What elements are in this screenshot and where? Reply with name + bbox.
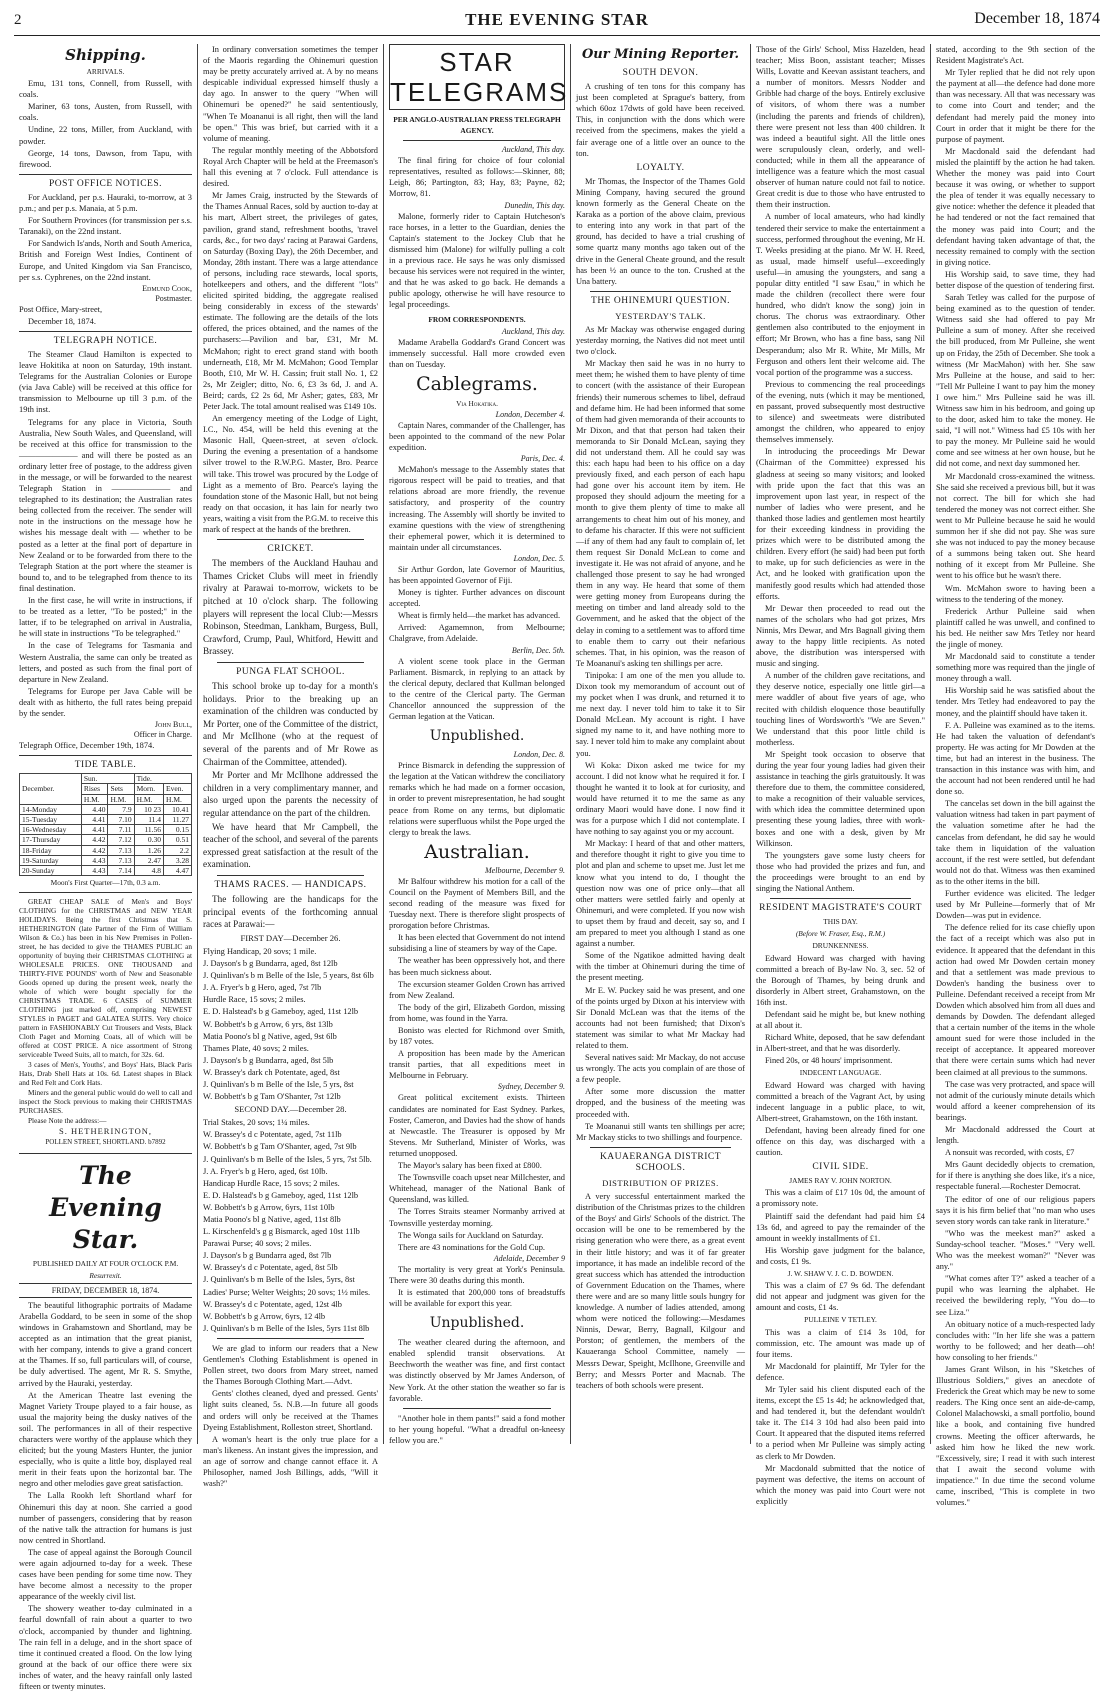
post-office-address: Post Office, Mary-street, xyxy=(19,304,103,314)
newspaper-title: THE EVENING STAR xyxy=(465,10,649,29)
via-line: Via Hokatika. xyxy=(456,398,498,408)
tide-cell: 7.10 xyxy=(108,815,134,825)
race-entry: J. A. Fryer's b g Hero, aged, 7st 7lb xyxy=(203,983,322,993)
tide-row xyxy=(20,866,192,876)
court-para: Defendant, having been already fined for one offence on this day, was discharged with a caution. xyxy=(756,1125,925,1158)
telegraph-para: Telegrams for any place in Victoria, South Australia, New South Wales, and Queensland, will be received at this office for transmission to the ——————— and will there be posted as an ordinary letter free of postage, to the address given in the message, or will be forwarded to the nearest Telegraph Station in ——————— and telegraphed to its destination; the Australian rates being collected from the receiver. The sender will note in the instructions on the message how he wishes his message dealt with — whether to be posted as a letter at the final port of departure in New Zealand or to be forwarded from there to the Telegraph Station at the port where the steamer is bound to, and to be telegraphed from thence to its final destination. xyxy=(19,417,192,593)
column-5 xyxy=(750,44,930,1506)
races-heading: THAMS RACES. — HANDICAPS. xyxy=(214,879,367,890)
tide-table-heading: TIDE TABLE. xyxy=(74,760,137,771)
tide-cell: 4.42 xyxy=(81,845,108,855)
advertiser-street: POLLEN STREET, SHORTLAND. xyxy=(45,1138,147,1147)
divider xyxy=(217,1338,364,1339)
court-day: THIS DAY. xyxy=(823,917,858,927)
tide-col-header: Sun. xyxy=(81,774,134,784)
telegraph-heading: TELEGRAPH NOTICE. xyxy=(53,335,158,346)
tide-cell: 10.41 xyxy=(164,804,192,814)
court-para: The case was very protracted, and space will not admit of the curiously minute details which would afford a keener comprehension of its bearings. xyxy=(936,1079,1095,1122)
dispatch-text: A proposition has been made by the American transit parties, that all expeditions meet in Melbourne in February. xyxy=(389,1049,565,1081)
dispatch-text: It is estimated that 200,000 tons of breadstuffs will be available for export this year. xyxy=(389,1287,565,1309)
schools-para: A number of the children gave recitations, and they deserve notice, especially one little girl—a mere waddler of about five years of age, who recited with childish eloquence those beautifully touching lines of Wordsworth's "We are Seven." We understand that this poor little child is motherless. xyxy=(756,671,925,747)
punga-heading: PUNGA FLAT SCHOOL. xyxy=(236,666,345,677)
tide-header-row xyxy=(20,774,192,784)
race-entry: E. D. Halstead's b g Gameboy, aged, 11st 12lb xyxy=(203,1007,359,1017)
ohinemuri-para: Some of the Ngatikoe admitted having dealt with the timber at Ohinemuri during the time of the present meeting. xyxy=(576,951,745,983)
tide-cell: 7.12 xyxy=(108,835,134,845)
tide-cell: 4.43 xyxy=(81,855,108,865)
dispatch-text: The Torres Straits steamer Normanby arrived at Townsville yesterday morning. xyxy=(389,1207,565,1228)
court-para: Sarah Tetley was called for the purpose of being examined as to the question of tender. Witness said she had offered to pay Mr Pulleine a sum of money. After she received the bill produced, from Mr Pulleine, she went up on Friday, the 25th of December. She took a witness (Mr MacMahon) with her. She saw Mrs Pulleine at the house, and said to her: "Tell Mr Pulleine I want to pay him the money I owe him." Mrs Pulleine said he was ill. Witness saw him in his bedroom, and going up to the door, asked him to take the money. He said, "I will not." Witness had £5 10s with her to pay the money. Mr Pulleine said he would come and see witness at her own house, but he did not come, and next day summoned her. xyxy=(936,293,1095,469)
court-para: stated, according to the 9th section of the Resident Magistrate's Act. xyxy=(936,45,1095,66)
race-event: Handicap Hurdle Race, 15 sovs; 2 miles. xyxy=(203,1178,340,1188)
tide-body xyxy=(20,804,192,875)
divider xyxy=(19,331,192,332)
unpublished-heading: Unpublished. xyxy=(429,1315,525,1332)
leader-para: The case of appeal against the Borough Council were again adjourned to-day for a week. These cases have been pending for some time now. They have become almost a necessity to the proper appearance of the weekly civil list. xyxy=(19,1547,192,1602)
shipping-heading: Shipping. xyxy=(65,46,146,64)
ohinemuri-subheading: YESTERDAY'S TALK. xyxy=(615,310,706,321)
header-ornament: 2 xyxy=(14,12,22,28)
clothing-advert: GREAT CHEAP SALE of Men's and Boys' CLOTHING for the CHRISTMAS and NEW YEAR HOLIDAYS. Being the first Christmas that S. HETHERINGTON (late Partner of the Firm of William Wilson & Co.) has been in his New Premises in Pollen-street, he has decided to give the THAMES PUBLIC an opportunity of buying their CHRISTMAS CLOTHING at WHOLESALE PRICES. ONE THOUSAND and THIRTY-FIVE POUNDS' worth of New and Seasonable Goods opened up during the present week, nearly the whole of which were bought specially for the CHRISTMAS TRADE. 6 CASES of SUMMER CLOTHING just marked off, comprising NEWEST STYLES in PAGET and GALATEA SUITS. Very choice pattern in FASHIONABLY Cut Trousers and Vests, Black Cloth Paget and Morning Coats, all of which will be offered at COST PRICE. A nice assortment of Strong serviceable Tweed Suits, all to match, for 32s. 6d. xyxy=(19,897,192,1060)
publication-notice: PUBLISHED DAILY AT FOUR O'CLOCK P.M. xyxy=(32,1258,179,1268)
court-para: Mr Macdonald cross-examined the witness. She said she received a previous bill, but it was not correct. The bill for which she had tendered the money was not correct either. She went to Mr Pulleine because he said he would summon her if she did not pay. She was sure she was not induced to pay the money because of a summons being taken out. She heard nothing of it except from Mr Pulleine. She went to his office but he wasn't there. xyxy=(936,471,1095,581)
dispatch-place: London, Dec. 5. xyxy=(513,553,565,563)
dispatch-place: London, Dec. 8. xyxy=(513,750,565,760)
court-para: Edward Howard was charged with having committed a breach of By-law No. 3, sec. 52 of the Borough of Thames, by being drunk and disorderly in Albert street, Grahamstown, on the 16th inst. xyxy=(756,953,925,1007)
divider xyxy=(19,1153,192,1154)
schools-heading: KAUAERANGA DISTRICT SCHOOLS. xyxy=(599,1151,722,1173)
court-para: Wm. McMahon swore to having been a witness to the tendering of the money. xyxy=(936,583,1095,604)
schools-para: Those of the Girls' School, Miss Hazelden, head teacher; Miss Boon, assistant teacher; Misses Wills, Lovatte and Keevan assistant teachers, and a number of monitors. Messrs Nodder and Gribble had charge of the boys. Entirely exclusive of visitors, of whom there was a number (including the parents and friends of children), there were present not less than 400 children. It was indeed a beautiful sight. All the little ones were scrupulously clean, orderly, and well-conducted; while in them all the appearance of intelligence was a feature which the most casual observer of human nature could not fail to notice. Great credit is due to those who have entrusted to them their instruction. xyxy=(756,45,925,210)
race-entry: J. Quinlivan's b m Belle of the Isles, 5yrs, 8st xyxy=(203,1275,355,1285)
race-entry: W. Bobbett's b g Arrow, 6yrs, 11st 10lb xyxy=(203,1202,335,1212)
court-para: His Worship gave judgment for the balance, and costs, £1 9s. xyxy=(756,1245,925,1266)
page-header xyxy=(14,10,1100,36)
dispatch-place: Adelaide, December 9 xyxy=(493,1253,565,1263)
tide-cell: 3.28 xyxy=(164,855,192,865)
ad-para: Gents' clothes cleaned, dyed and pressed. Gents' light suits cleaned, 5s. N.B.—In future all goods and orders will only be received at the Thames Dyeing Establishment, Rolleston street, Shortland. xyxy=(203,1389,378,1432)
tide-cell: 7.9 xyxy=(108,804,134,814)
tide-col-header: Tide. xyxy=(134,774,191,784)
tide-cell: 4.40 xyxy=(81,804,108,814)
schools-para: Mr Dewar then proceeded to read out the names of the scholars who had got prizes, Mrs Ninnis, Mrs Dewar, and Mrs Bagnall giving them away to the happy little recipients. As noted above, the distribution was interspersed with music and singing. xyxy=(756,603,925,669)
race-entry: W. Bobbett's b g Tam O'Shanter, aged, 7st 9lb xyxy=(203,1142,357,1152)
race-entry: J. Quinlivan's b m Belle of the Isle, 5 yrs, 8st xyxy=(203,1079,354,1089)
post-office-date: December 18, 1874. xyxy=(28,316,96,326)
clothing-advert-address-label: Please Note the address:— xyxy=(28,1116,107,1126)
advertiser-name: S. HETHERINGTON, xyxy=(58,1126,153,1137)
race-entry: J. Quinlivan's b m Belle of the Isles, 5yrs 11st 8lb xyxy=(203,1323,370,1333)
ohinemuri-para: As Mr Mackay was otherwise engaged during yesterday morning, the Natives did not meet until two o'clock. xyxy=(576,324,745,357)
divider xyxy=(770,898,911,899)
court-continuation xyxy=(936,44,1095,1508)
tide-row xyxy=(20,845,192,855)
clothing-advert-hats: 3 cases of Men's, Youths', and Boys' Hats, Black Paris Hats, Drab Shell Hats at 10s. 6d. Latest shapes in Black and Red Felt and Cork Hats. xyxy=(19,1060,192,1088)
dispatch-text: Money is tighter. Further advances on discount accepted. xyxy=(389,588,565,609)
race-entry: W. Brassey's d c Potentate, aged, 7st 11lb xyxy=(203,1130,342,1140)
tide-col-header: Rises xyxy=(81,784,108,794)
indecent-language-heading: INDECENT LANGUAGE. xyxy=(799,1068,882,1078)
masthead: The Evening Star. xyxy=(49,1160,162,1254)
column-4 xyxy=(570,44,750,1444)
court-para: His Worship said, to save time, they had better dispose of the question of tendering first. xyxy=(936,269,1095,290)
ohinemuri-para: Mr E. W. Puckey said he was present, and one of the points urged by Dixon at his interview with Sir Donald McLean was that the items of the accounts had not been furnished; that Dixon's statement was similar to what Mr Mackay had related to them. xyxy=(576,985,745,1050)
tide-cell: 1.26 xyxy=(134,845,163,855)
tide-unit: H.M. xyxy=(108,794,134,804)
court-para: Fined 20s, or 48 hours' imprisonment. xyxy=(765,1056,893,1066)
tide-col-header: Sets xyxy=(108,784,134,794)
race-entry: L. Kirschenfeld's g g Bismarck, aged 10st 11lb xyxy=(203,1227,360,1237)
correspondents-heading: FROM CORRESPONDENTS. xyxy=(428,315,526,325)
telegraph-para: In the first case, he will write in instructions, if to be treated as a letter, "To be posted;" in the latter, if to be telegraphed on arrival in Australia, he will state in instructions "To be telegraphed." xyxy=(19,596,192,639)
divider xyxy=(590,291,731,292)
tide-cell: 4.8 xyxy=(134,866,163,876)
tide-cell: 7.13 xyxy=(108,845,134,855)
race-entry: J. Dayson's b g Bundarra, aged, 8st 5lb xyxy=(203,1055,334,1065)
tide-cell: 14-Monday xyxy=(20,804,82,814)
race-event: Ladies' Purse; Welter Weights; 20 sovs; 1½ miles. xyxy=(203,1287,371,1297)
schools-para: Mr Speight took occasion to observe that during the year four young ladies had given their assistance in teaching the girls gratuitously. It was therefore due to them, the committee considered, to make a recognition of their valuable services, with which idea the committee determined upon presenting these young ladies, three with work-boxes and one with a desk, given by Mr Wilkinson. xyxy=(756,749,925,848)
dispatch-place: Berlin, Dec. 5th. xyxy=(511,645,565,655)
court-para: Richard White, deposed, that he saw defendant in Albert-street, and that he was disorderly. xyxy=(756,1033,925,1054)
column-2 xyxy=(197,44,383,1489)
court-para: Frederick Arthur Pulleine said when plaintiff called he was unwell, and confined to his bed. He neither saw Mrs Tetley nor heard the jingle of money. xyxy=(936,606,1095,649)
schools-text: A very successful entertainment marked the distribution of the Christmas prizes to the children of the Boys' and Girls' Schools of the district. The occasion will be one to be remembered by the rising generation who were there, as a great event in their little history; and was it of far greater importance, it has made an indelible record of the great success which has attended the introduction of Government Education on the Thames, where there were and are so many little souls hungry for knowledge. A number of ladies attended, among whom were noticed the following:—Mesdames Ninnis, Dewar, Berry, Bagnall, Kilgour and Porston; of gentlemen, the members of the Kauaeranga School Committee, namely — Messrs Dewar, Speight, McIlhone, Greenville and Berry; and Messrs Porter and Macnab. The teachers of both schools were present. xyxy=(576,1192,745,1390)
tide-cell: 19-Saturday xyxy=(20,855,82,865)
column-1 xyxy=(14,44,197,1692)
tide-cell: 11.4 xyxy=(134,815,163,825)
post-office-heading: POST OFFICE NOTICES. xyxy=(48,178,163,189)
race-entry: W. Bobbett's b g Tam O'Shanter, 7st 12lb xyxy=(203,1092,341,1102)
punga-para: Mr Porter and Mr McIlhone addressed the children in a very complimentary manner, and also urged upon the parents the necessity of regular attendance on the part of the children. xyxy=(203,770,378,818)
tide-col-header: Morn. xyxy=(134,784,163,794)
loyalty-heading: LOYALTY. xyxy=(636,162,685,173)
drunkenness-heading: DRUNKENNESS. xyxy=(812,941,869,951)
dispatch-text: Captain Nares, commander of the Challenger, has been appointed to the command of the new Polar expedition. xyxy=(389,420,565,453)
court-para: Edward Howard was charged with having committed a breach of the Vagrant Act, by using indecent language in a public place, to wit, Albert-street, Grahamstown, on the 16th instant. xyxy=(756,1080,925,1123)
dispatch-text: The Townsville coach upset near Millchester, and Whitehead, manager of the National Bank of Queensland, was killed. xyxy=(389,1173,565,1205)
ad-para: We are glad to inform our readers that a New Gentlemen's Clothing Establishment is opened in Pollen street, two doors from Mary street, named the Thames Borough Clothing Mart.—Advt. xyxy=(203,1343,378,1387)
court-para: Mr Tyler replied that he did not rely upon the payment at all—the defence had done more than was necessary. All that was necessary was to come into Court and tender; and the defendant had merely paid the money into Court in order that it might be there for the purpose of payment. xyxy=(936,68,1095,144)
unpublished-heading: Unpublished. xyxy=(429,728,525,745)
arrival-item: Undine, 22 tons, Miller, from Auckland, with powder. xyxy=(19,125,192,146)
schools-para: In introducing the proceedings Mr Dewar (Chairman of the Committee) expressed his gladness at seeing so many visitors; and looked with pride upon the fact that this was an improvement upon last year, in respect of the number of ladies who were present, and he thanked those ladies and gentlemen most heartily for their exceeding kindness in providing the prizes which were to be distributed among the children. Every effort (he said) had been put forth to make, up for such deficiencies as were in the Act, and he looked with gratification upon the manifestly good results which had attended those efforts. xyxy=(756,447,925,601)
cricket-text: The members of the Auckland Hauhau and Thames Cricket Clubs will meet in friendly rivalry at Parawai to-morrow, wickets to be pitched at 10 o'clock sharp. The following players will represent the local Club:—Messrs Robinson, Steedman, Lankham, Burgess, Bull, Crawford, Crump, Paul, Whitford, Hewitt and Brassey. xyxy=(203,558,378,657)
advertiser-address xyxy=(19,1137,192,1148)
tide-cell: 16-Wednesday xyxy=(20,825,82,835)
telegraph-date: Telegraph Office, December 19th, 1874. xyxy=(19,741,155,751)
dispatch-text: The Mayor's salary has been fixed at £800. xyxy=(398,1161,542,1171)
leader-para: The showery weather to-day culminated in a fearful downfall of rain about a quarter to two o'clock, accompanied by thunder and lightning. The rain fell in a deluge, and in the short space of time it continued created a flood. On the low lying ground at the back of our office there were six inches of water, and the heavy rainfall only lasted fifteen or twenty minutes. xyxy=(19,1604,192,1692)
arrival-item: Emu, 131 tons, Connell, from Russell, with coals. xyxy=(19,79,192,100)
tide-cell: 0.30 xyxy=(134,835,163,845)
tide-table xyxy=(19,773,192,876)
court-para: Further evidence was elicited. The ledger used by Mr Pulleine—formerly that of Mr Dowden—was put in evidence. xyxy=(936,889,1095,921)
tide-row xyxy=(20,855,192,865)
tide-unit: H.M. xyxy=(81,794,108,804)
divider xyxy=(217,875,364,876)
telegraph-para: In the case of Telegrams for Tasmania and Western Australia, the same can only be treated as letters, and posted as such from the final port of departure in New Zealand. xyxy=(19,641,192,684)
race-entry: E. D. Halstead's b g Gameboy, aged, 11st 12lb xyxy=(203,1190,359,1200)
races-intro: The following are the handicaps for the principal events of the forthcoming annual races at Parawai:— xyxy=(203,894,378,930)
star-telegrams-heading: STAR TELEGRAMS xyxy=(389,44,565,110)
tide-cell: 7.11 xyxy=(108,825,134,835)
race-entry: J. Dayson's b g Bundarra aged, 8st 7lb xyxy=(203,1251,332,1261)
advert-code: b7892 xyxy=(148,1138,166,1147)
race-event: Flying Handicap, 20 sovs; 1 mile. xyxy=(203,946,317,956)
dispatch-text: McMahon's message to the Assembly states that rigorous respect will be paid to treaties, and that relations abroad are more friendly, the revenue satisfactory, and prosperity of the country increasing. The Assembly will shortly be invited to examine questions with the view of strengthening their ephemeral power, which it is determined to maintain under all circumstances. xyxy=(389,465,565,552)
court-before: (Before W. Fraser, Esq., R.M.) xyxy=(795,929,886,939)
tide-cell: 17-Thursday xyxy=(20,835,82,845)
south-devon-heading: SOUTH DEVON. xyxy=(622,68,699,78)
arrivals-label: ARRIVALS. xyxy=(86,67,125,76)
punga-para: This school broke up to-day for a month's holidays. Prior to the breaking up an examination of the children was conducted by Mr Porter, one of the Committee of the district, and Mr McIlhone (who at the request of several of the parents and of Mr Rowe as Chairman of the Committee, attended). xyxy=(203,681,378,767)
dispatch-place: Auckland, This day. xyxy=(501,326,565,336)
race-entry: W. Bobbett's b g Arrow, 6yrs, 12 4lb xyxy=(203,1311,326,1321)
first-day-heading: FIRST DAY—December 26. xyxy=(240,932,341,943)
mining-text: A crushing of ten tons for this company has just been completed at Sprague's battery, from which 60oz 17dwts of gold have been received. This, in conjunction with the dons which were received from the specimens, makes the yield a fair average one of a little over an ounce to the ton. xyxy=(576,82,745,158)
court-para: The editor of one of our religious papers says it is his firm belief that "no man who uses seven story words can take rank in literature." xyxy=(936,1194,1095,1226)
court-para: This was a claim of £7 9s 6d. The defendant did not appear and judgment was given for the amount and costs, £1 4s. xyxy=(756,1281,925,1313)
tide-cell: 20-Sunday xyxy=(20,866,82,876)
arrival-item: George, 14 tons, Dawson, from Tapu, with firewood. xyxy=(19,148,192,169)
divider xyxy=(403,1408,551,1409)
tide-cell: 4.42 xyxy=(81,835,108,845)
race-entry: Matia Poono's bl g Native, aged, 9st 6lb xyxy=(203,1031,337,1041)
tide-cell: 4.41 xyxy=(81,815,108,825)
tide-row xyxy=(20,815,192,825)
race-entry: J. Quinlivan's b m Belle of the Isles, 5 yrs, 7st 5lb. xyxy=(203,1154,372,1164)
dispatch-place: Dunedin, This day. xyxy=(504,200,565,210)
dispatch-place: Sydney, December 9. xyxy=(497,1082,565,1092)
motto: Resurrexit. xyxy=(89,1270,122,1280)
dispatch-text: The body of the girl, Elizabeth Gordon, missing from home, was found in the Yarra. xyxy=(389,1002,565,1023)
race-entry: J. A. Fryer's b g Hero, aged, 6st 10lb. xyxy=(203,1166,328,1176)
column-3 xyxy=(383,44,570,1444)
joke-text: "Another hole in them pants!" said a fond mother to her young hopeful. "What a dreadful on-kneesy fellow you are." xyxy=(389,1413,565,1445)
leader-para: At the American Theatre last evening the Magnet Variety Troupe played to a fair house, as usual the majority being the dusky natives of the soil. The performances in all of their respective characters were worthy of the applause which they elicited; but the young Masters Hunter, the junior especially, who is quite a little boy, displayed real merit in their feats upon the horizontal bar. The negro and other melodies gave great satisfaction. xyxy=(19,1390,192,1489)
court-para: The defence relied for its case chiefly upon the fact of a receipt which was also put in evidence. It appeared that the defendant in this action had owed Mr Dowden certain money and that a settlement was made previous to Dowden's handing the business over to Pulleine. Defendant received a receipt from Mr Dowden which absolved him from all dues and demands by Dowden. The defendant alleged that a certain number of the items in the whole amount sued for were those included in the receipt of acceptance. It appeared moreover that there were certain sums which had never been claimed at all previous to the summons. xyxy=(936,923,1095,1077)
tide-row xyxy=(20,825,192,835)
divider xyxy=(217,539,364,540)
court-para: F. A. Pulleine was examined as to the items. He had taken the valuation of defendant's property. He was acting for Mr Dowden at the time, but had an interest in the business. The transaction in this instance was with him, and the account had not been rendered until he had done so. xyxy=(936,720,1095,797)
court-para: Mr Macdonald submitted that the notice of payment was defective, the items on account of which the money was paid into Court were not explicitly xyxy=(756,1463,925,1506)
dispatch-place: Melbourne, December 9. xyxy=(485,865,565,875)
tide-cell: 10 23 xyxy=(134,804,163,814)
schools-para: A number of local amateurs, who had kindly tendered their service to make the entertainment a success, performed throughout the evening, Mr H. T. Weeks presiding at the piano. Mr W. H. Reed, as usual, made himself useful—exceedingly useful—in amusing the youngsters, and sang a popular ditty entitled "I saw Esau," in which he made the children (recollect there were four hundred, who didn't know the song) join in chorus. The chorus was extraordinary. Other gentlemen also contributed to the enjoyment in effort; Mr Brown, who has a fine bass, sang Nil Desperandum; also Mr R. White, Mr Mills, Mr Ferguson and others lent their welcome aid. The vocal portion of the programme was a success. xyxy=(756,212,925,377)
court-para: A nonsuit was recorded, with costs, £7 xyxy=(945,1148,1075,1158)
court-para: Defendant said he might be, but knew nothing at all about it. xyxy=(756,1009,925,1031)
court-para: "Who was the meekest man?" asked a Sunday-school teacher. "Moses." "Very well. Who was the meekest woman?" "Never was any." xyxy=(936,1228,1095,1272)
tide-cell: 7.13 xyxy=(108,855,134,865)
punga-para: We have heard that Mr Campbell, the teacher of the school, and several of the parents expressed great satisfaction at the result of the examination. xyxy=(203,821,378,870)
tide-cell: 0.15 xyxy=(164,825,192,835)
ohinemuri-para: Mr Mackay then said he was in no hurry to meet them; he wished them to have plenty of time to concert (with the assistance of their European friends) their numerous schemes to libel, defraud and defame him. He had been informed that some of them had given memoranda of their accounts to Mr Dixon, and that that person had taken their memoranda to Sir Donald McLean, saying they did not understand them. All he could say was this: each hapu had been to his office on a day previously fixed, and each person of each hapu had gone over his account item by item. He proposed they should adjourn the meeting for a month to give them plenty of time to make all arrangements to cheat him out of his money, and to defame his character. If this were not sufficient—if any of them had any fault to complain of, let them request Sir Donald McLean to come and investigate it. He was not afraid of anyone, and he challenged those present to say he had wronged them in any way. He heard that some of them were getting money from Europeans during the meeting on timber and land already sold to the Government, and he asked that the object of the delay in coming to a settlement was to afford time to enable them to carry out their nefarious schemes. That, in his opinion, was the reason of Te Moananui's asking ten shillings per acre. xyxy=(576,359,745,668)
arrivals-list xyxy=(19,78,192,170)
court-heading: RESIDENT MAGISTRATE'S COURT xyxy=(759,903,922,914)
post-notice: For Auckland, per p.s. Hauraki, to-morrow, at 3 p.m.; and per p.s. Manaia, at 5 p.m. xyxy=(19,192,192,214)
news-para: An emergency meeting of the Lodge of Light, I.C., No. 454, will be held this evening at the Masonic Hall, Queen-street, at seven o'clock. During the evening a presentation of a handsome silver trowel to the R.W.P.G. Master, Bro. Pearce will take. This trowel was procured by the Lodge of Light as a memento of Bro. Pearce's laying the foundation stone of the Masonic Hall, but not being ready on that occasion, it has lain for nearly two years, waiting a visit from the P.G.M. to receive this mark of respect at the hands of the brethren. xyxy=(203,414,378,535)
tide-unit: H.M. xyxy=(164,794,192,804)
court-para: The cancelas set down in the bill against the valuation witness had taken in part payment of the valuation sometime after he had the cancelas from defendant, he did say he would take them in liquidation of the valuation account, if the rest were settled, but defendant would not do that. Witness was then examined as to the other items in the bill. xyxy=(936,799,1095,886)
telegraph-officer-title: Officer in Charge. xyxy=(133,730,192,740)
tide-cell: 2.47 xyxy=(134,855,163,865)
race-entry: J. Dayson's b g Bundarra, aged, 8st 12lb xyxy=(203,959,338,969)
tide-row xyxy=(20,804,192,814)
news-para: Mr James Craig, instructed by the Stewards of the Thames Annual Races, sold by auction to-day at his mart, Albert street, the privileges of gates, pavilion, grand stand, refreshment booths, 'travel cards, &c., for two days' racing at Parawai Gardens, on Saturday (Boxing Day), the 26th December, and Monday, 28th instant. There was a large attendance of persons, including race stewards, local sports, hotelkeepers and others, and the different "lots" elicited spirited bidding, the aggregate realised being considerably in excess of the stewards' estimate. The following are the details of the lots offered, the prices obtained, and the names of the purchasers:—Pavilion and bar, £31, Mr M. McMahon; right to erect grand stand with booth underneath, £18, Mr M. McMahon; Good Templar Booth, £10, Mr W. H. Cassin; fruit stall No. 1, £2 2s, Mr Zeigler; ditto, No. 6, £3 3s 6d, J. and A. Beird; cards, £2 2s 6d, Mr Asher; gates, £83, Mr Peter Jack. The total amount realised was £149 10s. xyxy=(203,191,378,411)
dispatch-place: London, December 4. xyxy=(495,409,565,419)
case-title: JAMES RAY V. JOHN NORTON. xyxy=(789,1176,892,1186)
race-event: Trial Stakes, 20 sovs; 1¼ miles. xyxy=(203,1118,310,1128)
ad-para: A woman's heart is the only true place for a man's likeness. An instant gives the impression, and an age of sorrow and change cannot efface it. A Philosopher, named Josh Billings, adds, "Will it wash?" xyxy=(203,1434,378,1489)
race-entry: Matia Poono's bl g Native, aged, 11st 8lb xyxy=(203,1215,341,1224)
civil-side-heading: CIVIL SIDE. xyxy=(812,1162,869,1173)
court-para: Mr Tyler said his client disputed each of the items, except the £5 1s 4d; he acknowledged that, and had tendered it, but the defendant wouldn't take it. The £14 3 10d had also been paid into Court. It appeared that the disputed items referred to a period when Mr Pulleine was simply acting as clerk to Mr Dowden. xyxy=(756,1384,925,1461)
dispatch-place: Auckland, This day. xyxy=(501,145,565,155)
dispatch-text: Madame Arabella Goddard's Grand Concert was immensely successful. Hall more crowded even than on Tuesday. xyxy=(389,337,565,369)
divider xyxy=(590,1147,731,1148)
mining-reporter-heading: Our Mining Reporter. xyxy=(581,47,740,62)
tide-cell: 0.51 xyxy=(164,835,192,845)
court-para: An obituary notice of a much-respected lady concludes with: "In her life she was a pattern worthy to be followed; and her death—oh! how consoling to her friends." xyxy=(936,1319,1095,1362)
second-day-heading: SECOND DAY.—December 28. xyxy=(234,1104,347,1115)
race-entry: W. Brassey's d c Potentate, aged, 8st 5lb xyxy=(203,1263,338,1273)
postmaster-title: Postmaster. xyxy=(155,293,192,303)
arrival-item: Mariner, 63 tons, Austen, from Russell, with coals. xyxy=(19,102,192,123)
schools-para: The youngsters gave some lusty cheers for those who had provided the prizes and fun, and the proceedings were brought to an end by singing the National Anthem. xyxy=(756,850,925,894)
ohinemuri-para: Several natives said: Mr Mackay, do not accuse us wrongly. The acts you complain of are those of a few people. xyxy=(576,1053,745,1085)
divider xyxy=(19,174,192,175)
tide-row xyxy=(20,835,192,845)
australian-heading: Australian. xyxy=(424,840,530,863)
tide-cell: 15-Tuesday xyxy=(20,815,82,825)
mining-text: Mr Thomas, the Inspector of the Thames Gold Mining Company, having secured the ground known formerly as the General Cheate on the Karaka as a portion of the above claim, previous to entering into any work in that part of the ground, has decided to have a trial crushing of some quartz many months ago taken out of the drive in the General Cheate ground, and the result has been ½ an ounce to the ton. Crushed at the Una battery. xyxy=(576,176,745,286)
race-entry: W. Brassey's d c Potentate, aged, 12st 4lb xyxy=(203,1299,342,1309)
divider xyxy=(403,140,551,141)
divider xyxy=(19,892,192,893)
telegraph-officer-name: John Bull, xyxy=(154,720,192,730)
race-event: Parawai Purse; 40 sovs; 2 miles. xyxy=(203,1239,312,1249)
court-para: Mr Macdonald for plaintiff, Mr Tyler for the defence. xyxy=(756,1361,925,1382)
cablegrams-heading: Cablegrams. xyxy=(416,372,538,395)
race-entry: J. Quinlivan's b m Belle of the Isle, 5 years, 8st 6lb xyxy=(203,971,374,981)
dispatch-text: A violent scene took place in the German Parliament. Bismarck, in replying to an attack by the clerical deputy, declared that Kullman belonged to the centre of the Clerical party. The German Chancellor announced the suppression of the German legation at the Vatican. xyxy=(389,656,565,722)
tide-cell: 7.14 xyxy=(108,866,134,876)
ohinemuri-para: Mr Mackay: I heard of that and other matters, and therefore thought it right to give you time to plot and plan and scheme to upset me. Just let me know what you intend to do, I thought the question now was one of price only—that all other matters were settled fairly and openly at Ohinemuri, and were completed. If you now wish to upset them by fraud and deceit, say so, and I am prepared to meet you although I stand as one against a number. xyxy=(576,839,745,949)
dateline: FRIDAY, DECEMBER 18, 1874. xyxy=(19,1283,192,1298)
court-para: James Grant Wilson, in his "Sketches of Illustrious Soldiers," gives an anecdote of Frederick the Great which may be new to some readers. The King once sent an aide-de-camp, Colonel Malachowski, a small portfolio, bound like a book, and containing five hundred crowns. Meeting the officer afterwards, he asked him how he liked the new work. "Excessively, sire; I read it with such interest that I await the second volume with impatience." In due time the second volume came, inscribed, "This is complete in two volumes." xyxy=(936,1364,1095,1508)
race-event: Thames Plate, 40 sovs; 2 miles. xyxy=(203,1043,309,1053)
race-entry: W. Brassey's dark ch Potentate, aged, 8st xyxy=(203,1067,340,1077)
dispatch-text: Wheat is firmly held—the market has advanced. xyxy=(398,611,561,621)
issue-date: December 18, 1874 xyxy=(974,10,1100,27)
tide-cell: 4.41 xyxy=(81,825,108,835)
ohinemuri-heading: THE OHINEMURI QUESTION. xyxy=(591,295,730,306)
news-para: The regular monthly meeting of the Abbotsford Royal Arch Chapter will be held at the Freemason's hall this evening at 7 o'clock. Full attendance is desired. xyxy=(203,145,378,189)
ohinemuri-para: Wi Koka: Dixon asked me twice for my account. I did not know what he required it for. I thought he wanted it to look at for curiosity, and would have returned it to me the same as any ordinary Maori would have done. I now find it was for a purpose which I did not contemplate. I have nothing to say against you or my account. xyxy=(576,760,745,837)
dispatch-text: It has been elected that Government do not intend subsidising a line of steamers by way of the Cape. xyxy=(389,933,565,954)
tide-cell: 4.47 xyxy=(164,866,192,876)
tide-col-header: December. xyxy=(20,774,82,805)
dispatch-text: Sir Arthur Gordon, late Governor of Mauritius, has been appointed Governor of Fiji. xyxy=(389,564,565,585)
post-notice: For Sandwich Is'ands, North and South America, British and Foreign West Indies, Continent of Europe, and United Kingdom via San Francisco, per s.s. Cyphrenes, on the 22nd instant. xyxy=(19,239,192,282)
ohinemuri-para: Tinipoka: I am one of the men you allude to. Dixon took my memorandum of account out of my pocket when I was drunk, and returned it to me next day. I never told him to take it to Sir Donald McLean. My account is right. I have signed my name to it, and have nothing more to say. I never told him to make any complaint about you. xyxy=(576,670,745,758)
tide-cell: 2.2 xyxy=(164,845,192,855)
first-day-list xyxy=(203,946,378,1102)
post-notice: For Southern Provinces (for transmission per s.s. Taranaki), on the 22nd instant. xyxy=(19,216,192,237)
dispatch-text: Mr Balfour withdrew his motion for a call of the Council on the Payment of Members Bill, and the second reading of the measure was fixed for Tuesday next. There is therefore slight prospects of prorogation before Christmas. xyxy=(389,876,565,931)
race-entry: W. Bobbett's b g Arrow, 6 yrs, 8st 13lb xyxy=(203,1019,333,1029)
second-day-list xyxy=(203,1117,378,1334)
court-para: Mr Macdonald said the defendant had misled the plaintiff by the action he had taken. Whether the money was paid into Court because it was owing, or whether to support the plea of tender it was equally necessary to give notice: whether the defence it pleaded that he had tendered or not the fact remained that the money was paid into Court; and the defendant having taken advantage of that, the necessity remained to comply with the section in giving notice. xyxy=(936,146,1095,267)
telegraph-para: Telegrams for Europe per Java Cable will be dealt with as hitherto, the full rates being prepaid by the sender. xyxy=(19,686,192,718)
dispatch-text: There are 43 nominations for the Gold Cup. xyxy=(398,1242,545,1252)
tide-cell: 11.56 xyxy=(134,825,163,835)
leader-para: The beautiful lithographic portraits of Madame Arabella Goddard, to be seen in some of the shop windows in Grahamstown and Shortland, may be accepted as an intimation that the great pianist, with her company, intends to give a grand concert at the Thames. If so, full particulars will, of course, be duly advertised. The agent, Mr R. S. Smythe, arrived by the Hauraki, yesterday. xyxy=(19,1300,192,1388)
schools-para: Previous to commencing the real proceedings of the evening, nuts (which it may be mentioned, en passant, proved subsequently most destructive to silence) and sweetmeats were distributed amongst the children, who appeared to enjoy themselves immensely. xyxy=(756,379,925,445)
tide-cell: 11.27 xyxy=(164,815,192,825)
dispatch-text: Malone, formerly rider to Captain Hutcheson's race horses, in a letter to the Guardian, denies the Captain's statement to the Jockey Club that he dismissed him (Malone) for wilfully pulling a colt in a previous race. He says he was only dismissed because his services were not required in the winter, and that he was asked to go back. He demands a public apology, otherwise he will have resource to legal proceedings. xyxy=(389,211,565,310)
agency-line: PER ANGLO-AUSTRALIAN PRESS TELEGRAPH AGENCY. xyxy=(393,115,561,136)
divider xyxy=(19,755,192,756)
court-para: Mrs Gaunt decidedly objects to cremation, for if there is anything she does like, it's a nice, respectable funeral.—Rochester Democrat. xyxy=(936,1160,1095,1192)
tide-col-header: Even. xyxy=(164,784,192,794)
news-para: In ordinary conversation sometimes the temper of the Maoris regarding the Ohinemuri question may be pretty accurately arrived at. A by no means despicable individual expressed himself thusly a day ago. In answer to the query "When will Ohinemuri be opened?" he said sententiously, "When Te Moananui is all right, then will the land be open." This was brief, but carried with it a volume of meaning. xyxy=(203,45,378,143)
cricket-heading: CRICKET. xyxy=(267,544,314,555)
case-title: J. W. SHAW V. J. C. D. BOWDEN. xyxy=(787,1269,894,1279)
clothing-advert-note: Miners and the general public would do well to call and inspect the Stock previous to making their CHRISTMAS PURCHASES. xyxy=(19,1088,192,1116)
court-para: Plaintiff said the defendant had paid him £4 13s 6d, and agreed to pay the remainder of the amount in weekly installments of £1. xyxy=(756,1211,925,1243)
dispatch-text: Bonisto was elected for Richmond over Smith, by 187 votes. xyxy=(389,1026,565,1047)
ohinemuri-para: After some more discussion the matter dropped, and the business of the meeting was proceeded with. xyxy=(576,1087,745,1119)
dispatch-text: The weather has been oppressively hot, and there has been much sickness about. xyxy=(389,956,565,977)
court-para: Mr Macdonald said to constitute a tender something more was required than the jingle of money through a wall. xyxy=(936,652,1095,684)
dispatch-text: The mortality is very great at York's Peninsula. There were 30 deaths during this month. xyxy=(389,1264,565,1285)
dispatch-place: Paris, Dec. 4. xyxy=(520,454,565,464)
column-6 xyxy=(930,44,1100,1508)
court-para: "What comes after T?" asked a teacher of a pupil who was learning the alphabet. He received the bewildering reply, "You do—to see Liza." xyxy=(936,1274,1095,1317)
divider xyxy=(217,662,364,663)
dispatch-text: Arrived: Agamemnon, from Melbourne; Chalgrave, from Adelaide. xyxy=(389,623,565,644)
dispatch-text: The excursion steamer Golden Crown has arrived from New Zealand. xyxy=(389,979,565,1000)
postmaster-name: Edmund Cook, xyxy=(142,283,192,293)
telegraph-para: The Steamer Claud Hamilton is expected to leave Hokitika at noon on Saturday, 19th instant. Telegrams for the Australian Colonies or Europe (via Java Cable) will be received at this office for transmission to Melbourne up till 3 p.m. of the 19th inst. xyxy=(19,349,192,415)
tide-cell: 4.43 xyxy=(81,866,108,876)
dispatch-text: Prince Bismarck in defending the suppression of the legation at the Vatican withdrew the conciliatory remarks which he had made on a former occasion, in order to prevent misrepresentation, he had sought peace from Rome on any terms, but diplomatic relations were superfluous whilst the Pope urged the clergy to break the laws. xyxy=(389,761,565,837)
dispatch-text: Great political excitement exists. Thirteen candidates are nominated for East Sydney. Parkes, Foster, Cameron, and Davies had the show of hands at Newcastle. The Treasurer is opposed by Mr Stevens. Mr Sutherland, Minister of Works, was returned unopposed. xyxy=(389,1093,565,1158)
schools-subheading: DISTRIBUTION OF PRIZES. xyxy=(602,1178,719,1188)
court-para: Mr Macdonald addressed the Court at length. xyxy=(936,1125,1095,1146)
court-para: This was a claim of £17 10s 0d, the amount of a promissory note. xyxy=(756,1188,925,1209)
court-para: His Worship said he was satisfied about the tender. Mrs Tetley had endeavored to pay the money, and the plaintiff should have taken it. xyxy=(936,686,1095,718)
ohinemuri-para: Te Moananui still wants ten shillings per acre; Mr Mackay sticks to two shillings and fourpence. xyxy=(576,1121,745,1142)
dispatch-text: The final firing for choice of four colonial representatives, resulted as follows:—Skinner, 88; Leigh, 86; Partington, 83; Hay, 83; Payne, 82; Morrow, 81. xyxy=(389,156,565,199)
race-event: Hurdle Race, 15 sovs; 2 miles. xyxy=(203,995,306,1005)
dispatch-text: The weather cleared during the afternoon, and enabled splendid transit observations. At Beechworth the weather was fine, and first contact was distinctly observed by Mr James Anderson, of New York. At the other station the weather so far is favorable. xyxy=(389,1338,565,1403)
moon-phase: Moon's First Quarter—17th, 0.3 a.m. xyxy=(50,878,161,888)
court-para: This was a claim of £14 3s 10d, for commission, etc. The amount was made up of four items. xyxy=(756,1327,925,1359)
leader-para: The Lalla Rookh left Shortland wharf for Ohinemuri this day at noon. She carried a good number of passengers, considering that by reason of the native talk the attraction for humans is just now centred in Shortland. xyxy=(19,1491,192,1545)
dispatch-text: The Wonga sails for Auckland on Saturday. xyxy=(398,1230,544,1240)
case-title: PULLEINE V TETLEY. xyxy=(804,1315,877,1325)
tide-cell: 18-Friday xyxy=(20,845,82,855)
tide-unit: H.M. xyxy=(134,794,163,804)
